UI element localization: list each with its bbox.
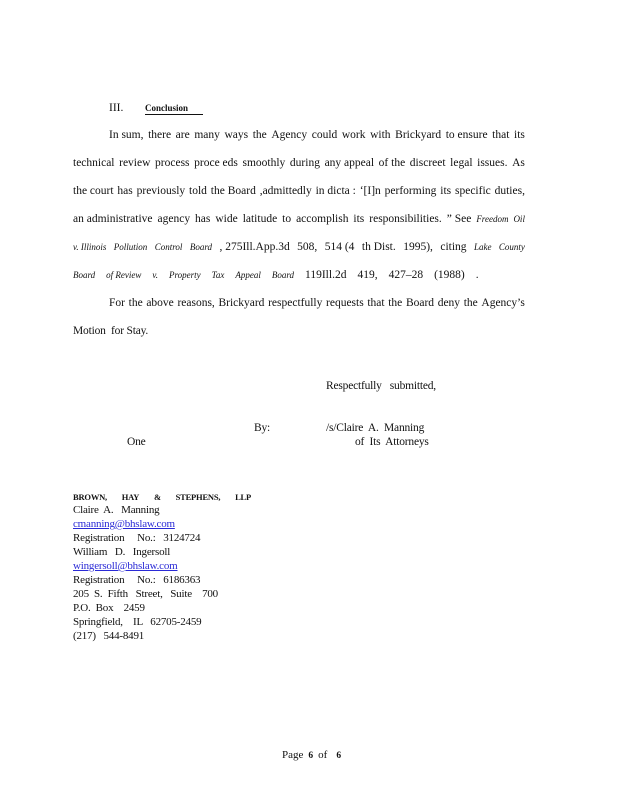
paragraph1-line4: an administrative agency has wide latitude to accomplish its responsibilities. ” See Freedom Oil (73, 213, 525, 225)
firm-name: BROWN, HAY & STEPHENS, LLP (73, 492, 251, 502)
respectfully-submitted: Respectfully submitted, (326, 380, 436, 392)
email-link[interactable]: cmanning@bhslaw.com (73, 518, 175, 530)
paragraph1-line3: the court has previously told the Board ,admittedly in dicta : ‘[I]n performing its specific duties, (73, 185, 525, 197)
page-footer: Page 6 of 6 (282, 749, 342, 761)
signature: /s/Claire A. Manning (326, 422, 425, 434)
section-title: Conclusion (145, 103, 203, 115)
registration-number: Registration No.: 3124724 (73, 532, 201, 544)
section-number: III. (109, 102, 124, 114)
firm-contact-block (73, 503, 218, 643)
attorney-name: Claire A. Manning (73, 504, 160, 516)
address-street: 205 S. Fifth Street, Suite 700 (73, 588, 218, 600)
address-city: Springfield, IL 62705-2459 (73, 616, 202, 628)
address-po-box: P.O. Box 2459 (73, 602, 145, 614)
by-label: By: (254, 422, 271, 434)
paragraph2-line2: Motion for Stay. (73, 325, 149, 337)
phone-number: (217) 544-8491 (73, 630, 145, 642)
paragraph1-line1: In sum, there are many ways the Agency could work with Brickyard to ensure that its (109, 129, 525, 141)
email-link[interactable]: wingersoll@bhslaw.com (73, 560, 178, 572)
paragraph1-line5: v. Illinois Pollution Control Board , 275Ill.App.3d 508, 514 (4 th Dist. 1995), citing Lake County (73, 241, 525, 253)
paragraph2-line1: For the above reasons, Brickyard respectfully requests that the Board deny the Agency’s (109, 297, 525, 309)
paragraph1-line6: Board of Review v. Property Tax Appeal Board 119Ill.2d 419, 427–28 (1988) . (73, 269, 479, 281)
of-its-attorneys: of Its Attorneys (355, 436, 429, 448)
paragraph1-line2: technical review process proce eds smoothly during any appeal of the discreet legal issues. As (73, 157, 525, 169)
attorney-name: William D. Ingersoll (73, 546, 171, 558)
registration-number: Registration No.: 6186363 (73, 574, 201, 586)
one-label: One (127, 436, 146, 448)
